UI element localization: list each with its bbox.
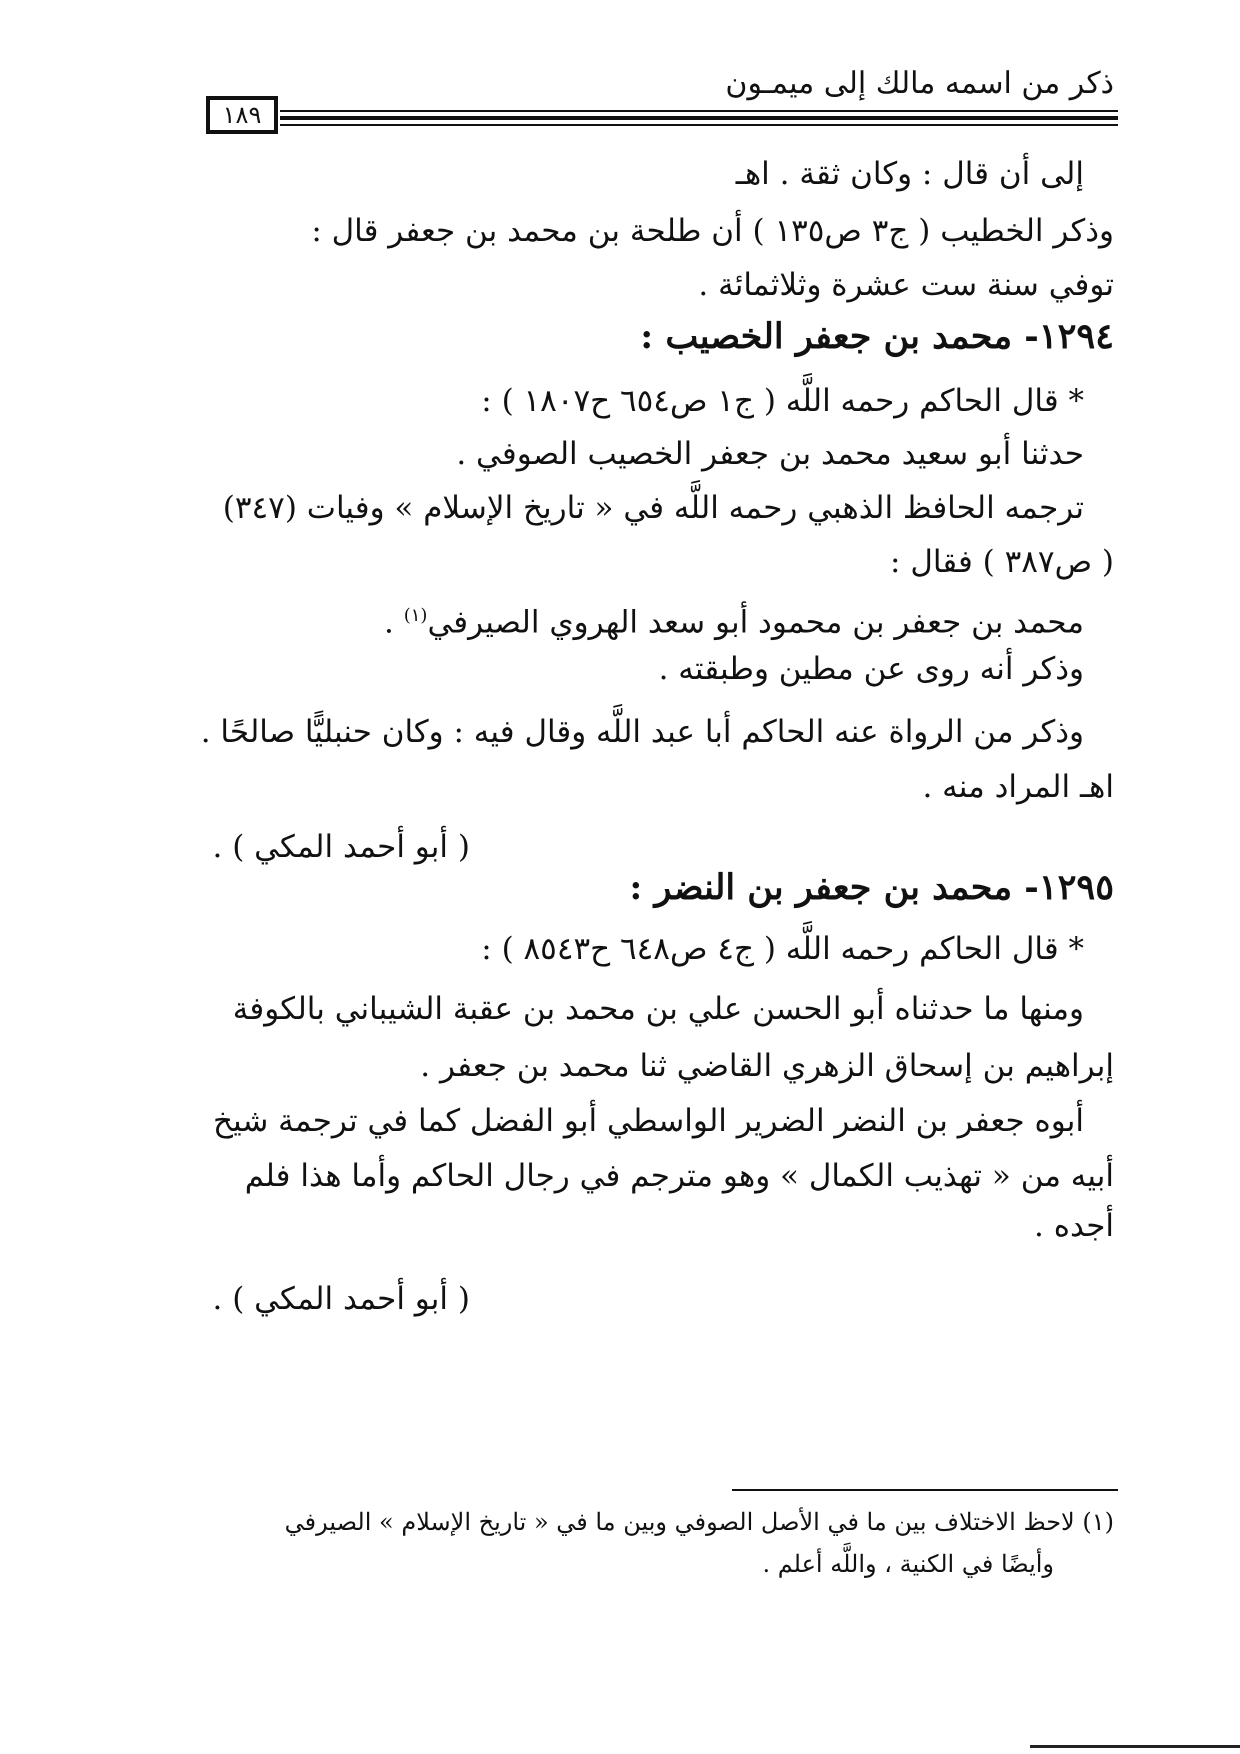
text-line: أبوه جعفر بن النضر الضرير الواسطي أبو الفضل كما في ترجمة شيخ: [212, 1103, 1084, 1139]
text-line: وذكر الخطيب ( ج٣ ص١٣٥ ) أن طلحة بن محمد بن جعفر قال :: [311, 213, 1114, 249]
attribution: ( أبو أحمد المكي ) .: [212, 1281, 470, 1317]
text-line: وذكر من الرواة عنه الحاكم أبا عبد اللَّه وقال فيه : وكان حنبليًّا صالحًا .: [200, 714, 1084, 750]
text-line: ( ص٣٨٧ ) فقال :: [890, 544, 1114, 580]
text-line: * قال الحاكم رحمه اللَّه ( ج١ ص٦٥٤ ح١٨٠٧ ) :: [481, 383, 1084, 419]
text-line: إلى أن قال : وكان ثقة . اهـ: [735, 156, 1084, 192]
entry-heading-1295: ١٢٩٥- محمد بن جعفر بن النضر :: [629, 867, 1114, 908]
text-line: توفي سنة ست عشرة وثلاثمائة .: [698, 267, 1114, 303]
footnote-text: وأيضًا في الكنية ، واللَّه أعلم .: [762, 1550, 1054, 1578]
footnote-text: (١) لاحظ الاختلاف بين ما في الأصل الصوفي وبين ما في « تاريخ الإسلام » الصيرفي: [284, 1508, 1114, 1536]
text-line: حدثنا أبو سعيد محمد بن جعفر الخصيب الصوفي .: [456, 436, 1084, 472]
header-rule: [280, 110, 1118, 112]
text-span: .: [383, 604, 404, 641]
text-line: ومنها ما حدثناه أبو الحسن علي بن محمد بن عقبة الشيباني بالكوفة: [232, 991, 1084, 1027]
text-line: [384, 594, 1084, 644]
running-title: ذكر من اسمه مالك إلى ميمـون: [725, 66, 1114, 101]
entry-heading-1294: ١٢٩٤- محمد بن جعفر الخصيب :: [640, 316, 1114, 357]
attribution: ( أبو أحمد المكي ) .: [212, 829, 470, 865]
text-line: أبيه من « تهذيب الكمال » وهو مترجم في رجال الحاكم وأما هذا فلم: [244, 1158, 1114, 1194]
text-line: وذكر أنه روى عن مطين وطبقته .: [658, 651, 1084, 687]
text-span: محمد بن جعفر بن محمود أبو سعد الهروي الصيرفي: [427, 604, 1084, 641]
text-line: ترجمه الحافظ الذهبي رحمه اللَّه في « تاريخ الإسلام » وفيات (٣٤٧): [222, 490, 1084, 526]
text-line: * قال الحاكم رحمه اللَّه ( ج٤ ص٦٤٨ ح٨٥٤٣ ) :: [481, 931, 1084, 967]
footnote-separator: [732, 1489, 1118, 1491]
header-rule: [280, 124, 1118, 126]
text-line: أجده .: [1034, 1208, 1114, 1244]
text-line: إبراهيم بن إسحاق الزهري القاضي ثنا محمد بن جعفر .: [420, 1048, 1114, 1084]
footnote-reference: (١): [403, 605, 428, 626]
text-line: اهـ المراد منه .: [922, 769, 1114, 805]
page-number: ١٨٩: [206, 96, 278, 134]
scan-edge-mark: [1030, 1745, 1240, 1748]
header-rule: [280, 116, 1118, 120]
